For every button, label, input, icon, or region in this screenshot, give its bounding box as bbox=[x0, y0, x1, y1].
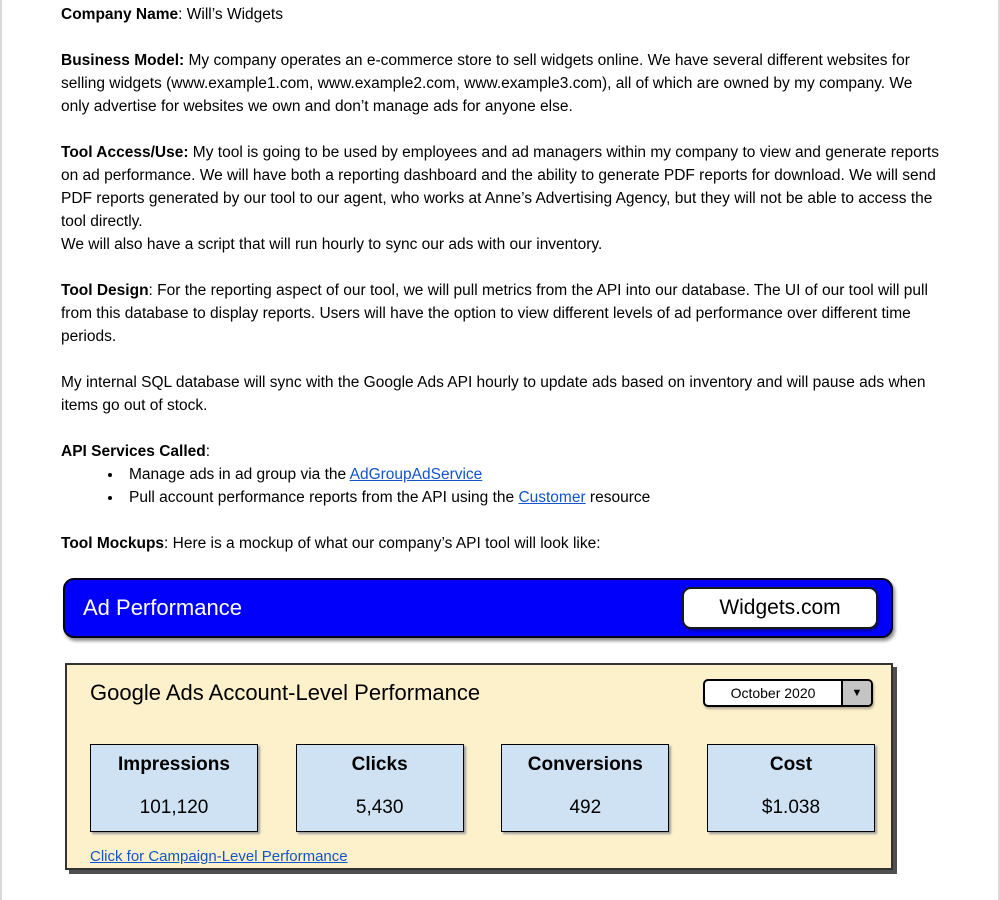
company-name-value: Will’s Widgets bbox=[186, 6, 283, 23]
date-range-dropdown[interactable] bbox=[703, 679, 873, 707]
metric-card-impressions bbox=[90, 744, 258, 832]
tool-design-paragraph bbox=[61, 279, 939, 348]
tool-design-label: Tool Design bbox=[61, 282, 149, 299]
metric-value: 101,120 bbox=[139, 797, 209, 818]
date-range-value: October 2020 bbox=[730, 685, 816, 701]
metric-label: Cost bbox=[769, 754, 813, 775]
tool-access-paragraph bbox=[61, 141, 939, 256]
company-name-label: Company Name bbox=[61, 6, 179, 23]
api-services-heading bbox=[61, 440, 939, 463]
list-item bbox=[123, 486, 939, 509]
tool-design-text: : For the reporting aspect of our tool, we will pull metrics from the API into our database. The UI of our tool will pull from this database to display reports. Users will have the option to view different levels of ad performance over different time periods. bbox=[61, 282, 928, 345]
business-model-text: My company operates an e-commerce store to sell widgets online. We have several different websites for selling widgets (www.example1.com, www.example2.com, www.example3.com), all of which are owned by my company. We only advertise for websites we own and don’t manage ads for anyone else. bbox=[61, 52, 913, 115]
tool-mockups-paragraph bbox=[61, 532, 939, 555]
panel-title: Google Ads Account-Level Performance bbox=[90, 680, 481, 705]
metric-card-conversions bbox=[501, 744, 669, 832]
campaign-level-performance-link[interactable]: Click for Campaign-Level Performance bbox=[90, 848, 348, 865]
metric-card-clicks bbox=[296, 744, 464, 832]
tool-mockups-label: Tool Mockups bbox=[61, 535, 165, 552]
tool-access-line2: We will also have a script that will run hourly to sync our ads with our inventory. bbox=[61, 236, 603, 253]
bullet-text-post: resource bbox=[585, 489, 651, 506]
bullet-text-pre: Pull account performance reports from the API using the bbox=[129, 489, 519, 506]
metric-card-cost bbox=[707, 744, 875, 832]
widgets-com-button[interactable]: Widgets.com bbox=[682, 587, 878, 629]
list-item bbox=[123, 463, 939, 486]
account-performance-panel bbox=[65, 663, 893, 870]
tool-access-label: Tool Access/Use: bbox=[61, 144, 189, 161]
metric-label: Impressions bbox=[118, 754, 230, 775]
tool-access-text: My tool is going to be used by employees and ad managers within my company to view and generate reports on ad performance. We will have both a reporting dashboard and the ability to generate PDF reports for download. We will send PDF reports generated by our tool to our agent, who works at Anne’s Advertising Agency, but they will not be able to access the tool directly. bbox=[61, 144, 939, 230]
api-services-colon: : bbox=[205, 443, 211, 460]
metric-label: Clicks bbox=[351, 754, 408, 775]
metric-value: 5,430 bbox=[355, 797, 404, 818]
business-model-paragraph bbox=[61, 49, 939, 118]
sql-sync-paragraph bbox=[61, 371, 939, 417]
business-model-label: Business Model: bbox=[61, 52, 185, 69]
mockup-title: Ad Performance bbox=[83, 595, 242, 620]
company-name-line bbox=[61, 3, 939, 26]
bullet-text-pre: Manage ads in ad group via the bbox=[129, 466, 350, 483]
chevron-down-icon[interactable]: ▼ bbox=[841, 681, 871, 705]
company-name-separator: : bbox=[178, 6, 187, 23]
metric-value: $1.038 bbox=[761, 797, 821, 818]
metric-value: 492 bbox=[569, 797, 602, 818]
api-services-list bbox=[61, 463, 939, 509]
metrics-row bbox=[90, 744, 875, 832]
metric-label: Conversions bbox=[527, 754, 643, 775]
api-services-label: API Services Called bbox=[61, 443, 206, 460]
tool-mockups-text: : Here is a mockup of what our company’s API tool will look like: bbox=[164, 535, 601, 552]
mockup-header-bar bbox=[63, 578, 893, 638]
adgroupadservice-link[interactable]: AdGroupAdService bbox=[349, 466, 483, 483]
customer-link[interactable]: Customer bbox=[518, 489, 586, 506]
panel-header bbox=[90, 679, 873, 707]
sql-sync-text: My internal SQL database will sync with the Google Ads API hourly to update ads based on inventory and will pause ads when items go out of stock. bbox=[61, 374, 926, 414]
